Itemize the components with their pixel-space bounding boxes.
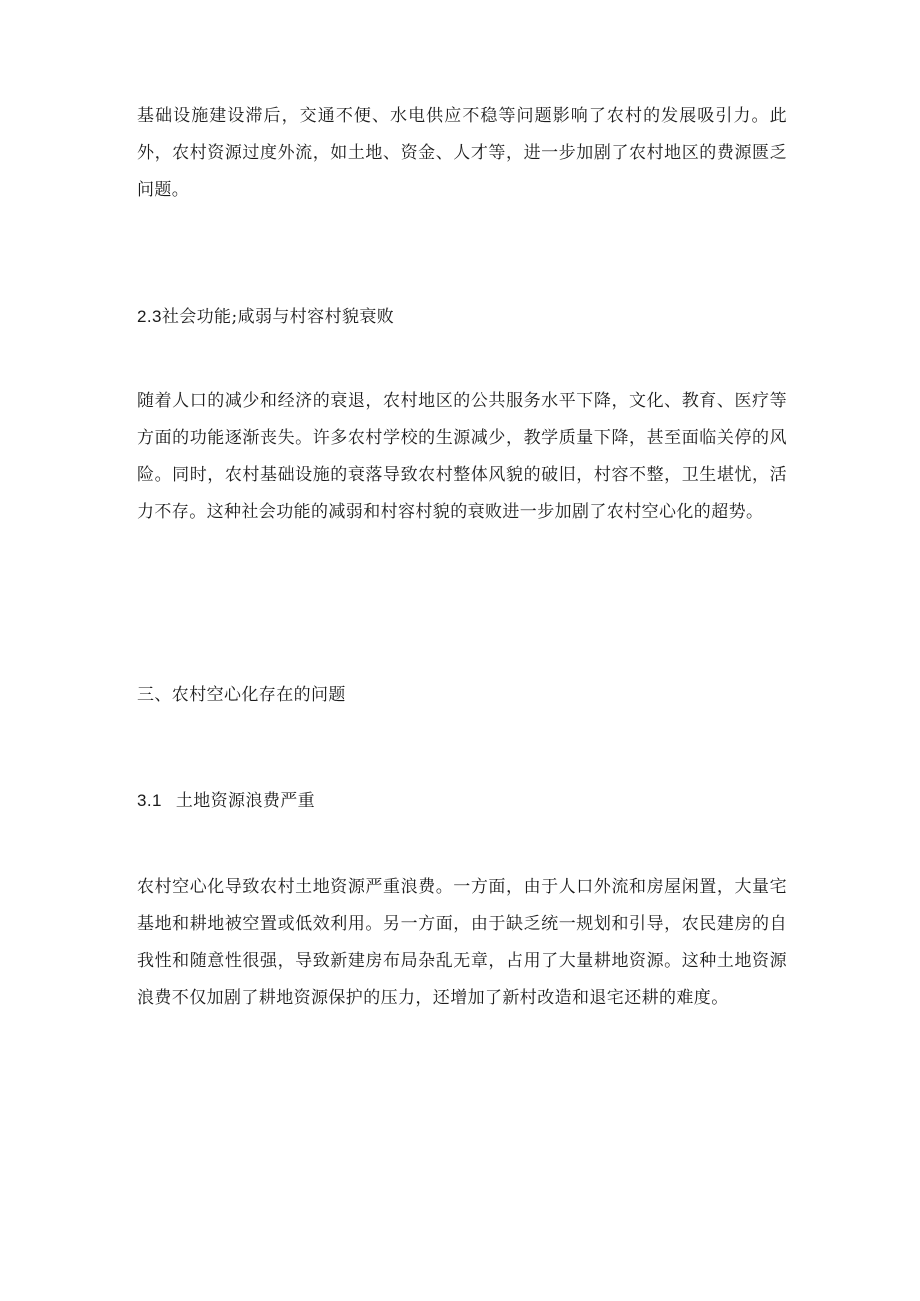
section-title: 土地资源浪费严重 (175, 791, 316, 811)
section-title: 社会功能;咸弱与村容村貌衰败 (161, 307, 395, 327)
paragraph-social-function: 随着人口的减少和经济的衰退，农村地区的公共服务水平下降，文化、教育、医疗等方面的功能逐渐丧失。许多农村学校的生源减少，教学质量下降，甚至面临关停的风险。同时，农村基础设施的衰落导致农村整体风貌的破旧，村容不整，卫生堪忧，活力不存。这种社会功能的减弱和村容村貌的衰败进一步加剧了农村空心化的超势。 (137, 391, 787, 522)
paragraph-infrastructure: 基础设施建设滞后，交通不便、水电供应不稳等问题影响了农村的发展吸引力。此外，农村资源过度外流，如土地、资金、人才等，进一步加剧了农村地区的费源匮乏问题。 (137, 106, 787, 200)
section-heading-3: 三、农村空心化存在的问题 (137, 685, 346, 705)
section-number: 2.3 (137, 307, 162, 326)
paragraph-land-waste: 农村空心化导致农村土地资源严重浪费。一方面，由于人口外流和房屋闲置，大量宅基地和耕地被空置或低效利用。另一方面，由于缺乏统一规划和引导，农民建房的自我性和随意性很强，导致新建房布局杂乱无章，占用了大量耕地资源。这种土地资源浪费不仅加剧了耕地资源保护的压力，还增加了新村改造和退宅还耕的难度。 (137, 877, 787, 1008)
section-heading-2-3 (137, 298, 394, 336)
section-heading-3-1 (137, 782, 315, 820)
section-number: 3.1 (137, 791, 162, 810)
